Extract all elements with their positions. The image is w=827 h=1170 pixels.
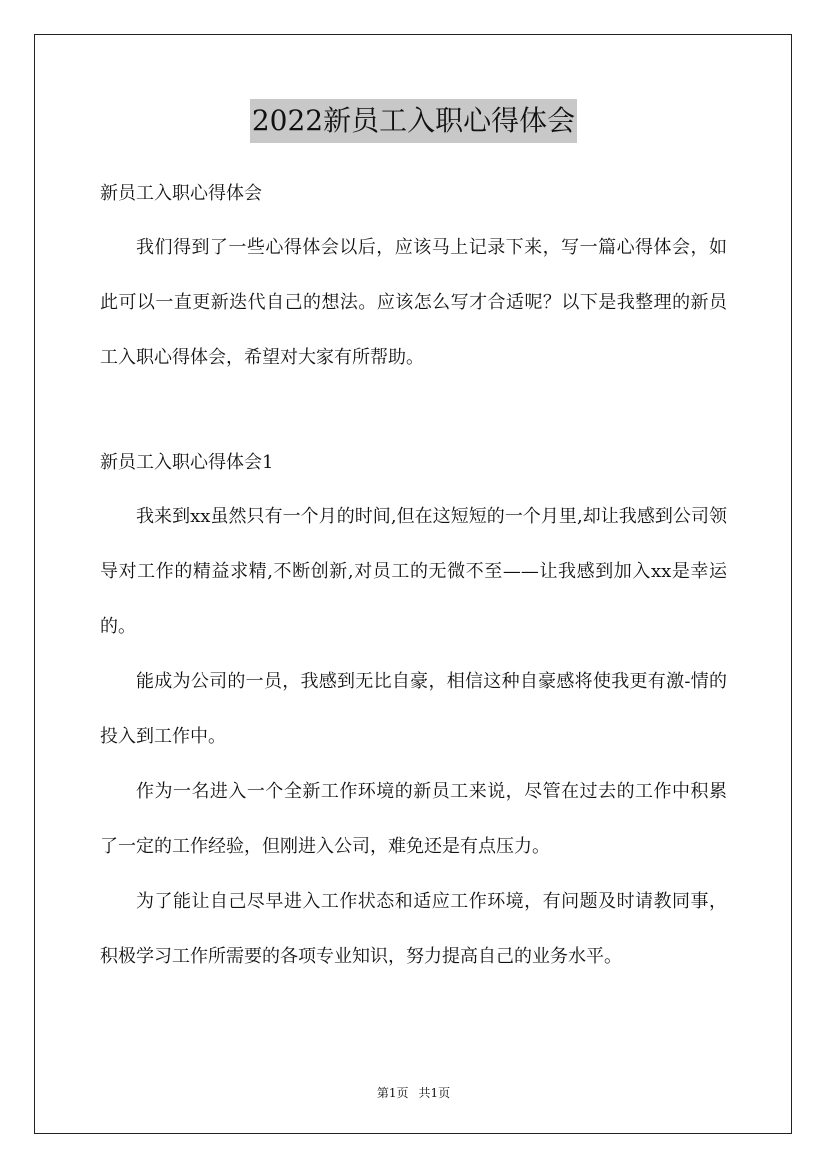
page-number-current: 第1页 [376, 1086, 409, 1100]
document-subtitle: 新员工入职心得体会 [100, 183, 262, 204]
body-paragraph-1: 我来到xx虽然只有一个月的时间,但在这短短的一个月里,却让我感到公司领导对工作的精益求精,不断创新,对员工的无微不至——让我感到加入xx是幸运的。 [100, 506, 727, 637]
document-body [100, 168, 727, 984]
intro-paragraph: 我们得到了一些心得体会以后，应该马上记录下来，写一篇心得体会，如此可以一直更新迭代自己的想法。应该怎么写才合适呢？以下是我整理的新员工入职心得体会，希望对大家有所帮助。 [100, 237, 727, 368]
document-title: 2022新员工入职心得体会 [250, 99, 577, 143]
body-paragraph-3: 作为一名进入一个全新工作环境的新员工来说，尽管在过去的工作中积累了一定的工作经验，但刚进入公司，难免还是有点压力。 [100, 781, 727, 857]
section-heading: 新员工入职心得体会1 [100, 452, 274, 473]
page-footer [0, 1083, 827, 1103]
title-block [0, 99, 827, 143]
body-paragraph-4: 为了能让自己尽早进入工作状态和适应工作环境，有问题及时请教同事，积极学习工作所需要的各项专业知识，努力提高自己的业务水平。 [100, 891, 727, 967]
body-paragraph-2: 能成为公司的一员，我感到无比自豪，相信这种自豪感将使我更有激-情的投入到工作中。 [100, 671, 727, 747]
page-number-total: 共1页 [418, 1086, 451, 1100]
